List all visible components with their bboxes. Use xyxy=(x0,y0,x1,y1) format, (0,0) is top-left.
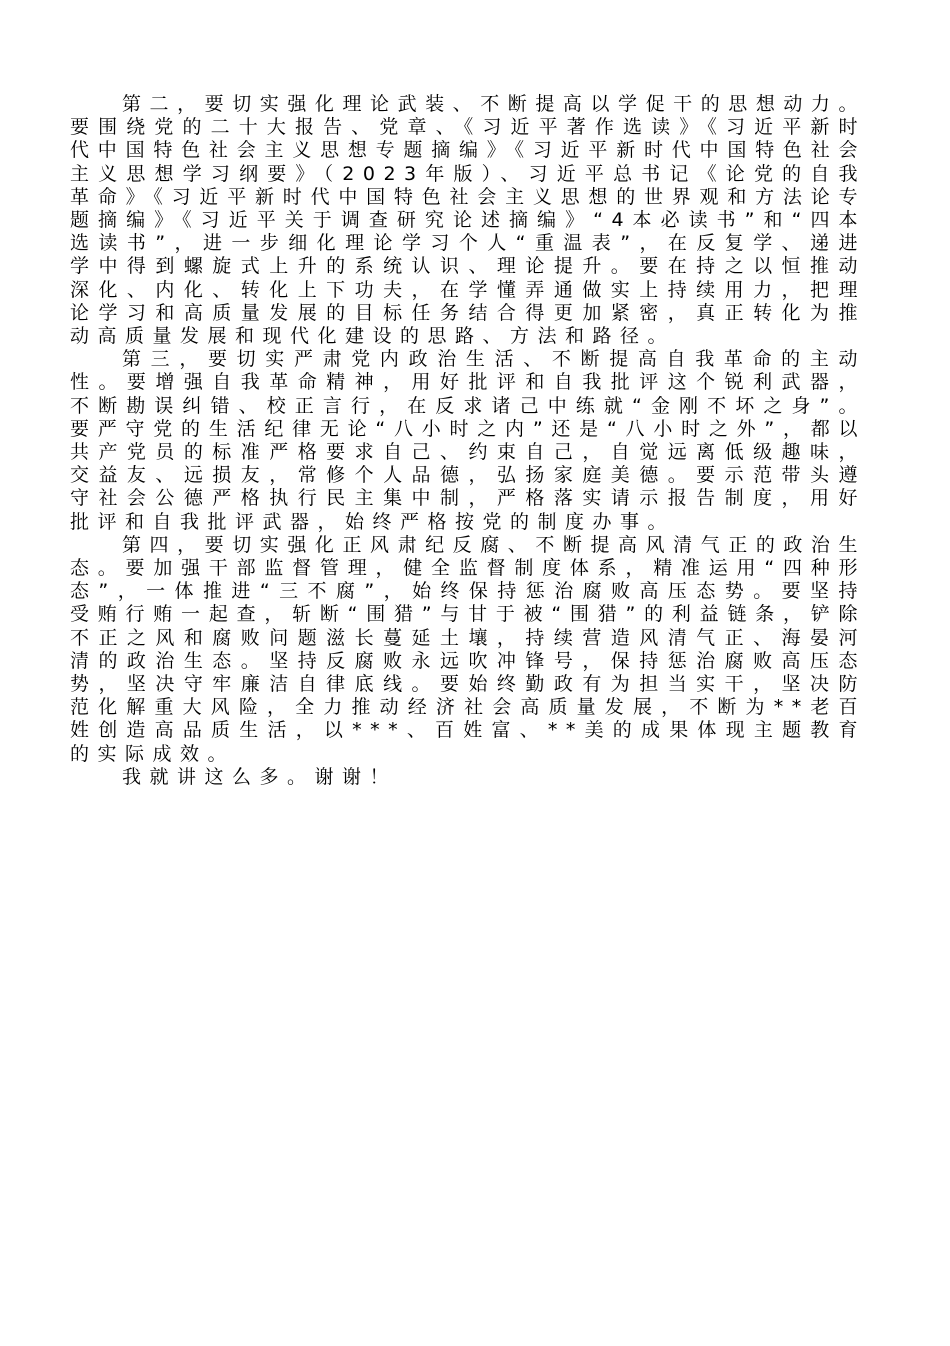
paragraph-third-point: 第三，要切实严肃党内政治生活、不断提高自我革命的主动性。要增强自我革命精神，用好批评和自我批评这个锐利武器，不断勘误纠错、校正言行，在反求诸己中练就“金刚不坏之身”。要严守党的生活纪律无论“八小时之内”还是“八小时之外”，都以共产党员的标准严格要求自己、约束自己，自觉远离低级趣味，交益友、远损友，常修个人品德，弘扬家庭美德。要示范带头遵守社会公德严格执行民主集中制，严格落实请示报告制度，用好批评和自我批评武器，始终严格按党的制度办事。 xyxy=(70,348,866,533)
paragraph-second-point: 第二，要切实强化理论武装、不断提高以学促干的思想动力。要围绕党的二十大报告、党章、《习近平著作选读》《习近平新时代中国特色社会主义思想专题摘编》《习近平新时代中国特色社会主义思想学习纲要》（2023年版）、习近平总书记《论党的自我革命》《习近平新时代中国特色社会主义思想的世界观和方法论专题摘编》《习近平关于调查研究论述摘编》“4本必读书”和“四本选读书”，进一步细化理论学习个人“重温表”，在反复学、递进学中得到螺旋式上升的系统认识、理论提升。要在持之以恒推动深化、内化、转化上下功夫，在学懂弄通做实上持续用力，把理论学习和高质量发展的目标任务结合得更加紧密，真正转化为推动高质量发展和现代化建设的思路、方法和路径。 xyxy=(70,93,866,348)
document-body xyxy=(70,93,866,789)
paragraph-fourth-point: 第四，要切实强化正风肃纪反腐、不断提高风清气正的政治生态。要加强干部监督管理，健全监督制度体系，精准运用“四种形态”，一体推进“三不腐”，始终保持惩治腐败高压态势。要坚持受贿行贿一起查，斩断“围猎”与甘于被“围猎”的利益链条，铲除不正之风和腐败问题滋长蔓延土壤，持续营造风清气正、海晏河清的政治生态。坚持反腐败永远吹冲锋号，保持惩治腐败高压态势，坚决守牢廉洁自律底线。要始终勤政有为担当实干，坚决防范化解重大风险，全力推动经济社会高质量发展，不断为**老百姓创造高品质生活，以***、百姓富、**美的成果体现主题教育的实际成效。 xyxy=(70,533,866,765)
paragraph-closing: 我就讲这么多。谢谢！ xyxy=(122,765,398,788)
